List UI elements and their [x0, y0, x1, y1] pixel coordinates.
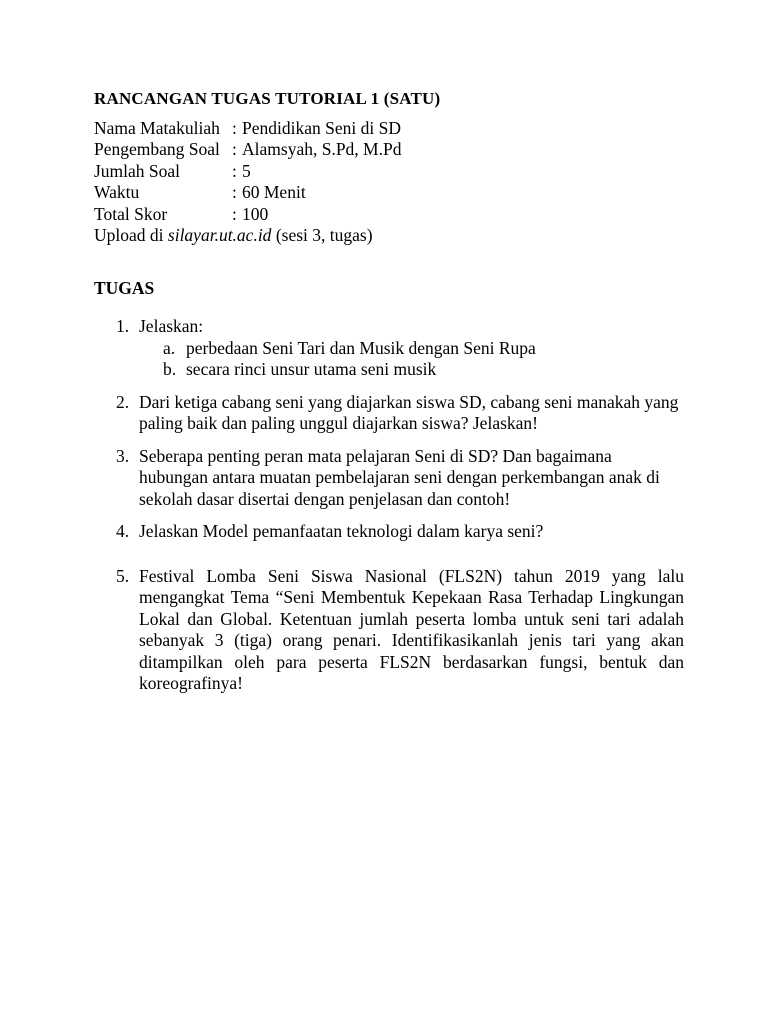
meta-row-question-count — [94, 161, 684, 183]
meta-value: 100 — [242, 203, 269, 224]
document-page — [94, 88, 684, 706]
sub-question-letter: b. — [163, 359, 177, 379]
meta-value: 60 Menit — [242, 182, 306, 202]
document-title: RANCANGAN TUGAS TUTORIAL 1 (SATU) — [94, 89, 441, 108]
question-number: 4. — [116, 521, 130, 541]
question-item — [94, 521, 684, 543]
question-number: 5. — [116, 565, 130, 586]
meta-row-total-score — [94, 204, 684, 226]
sub-question-text: perbedaan Seni Tari dan Musik dengan Seni Rupa — [186, 337, 536, 358]
meta-label: Jumlah Soal — [94, 160, 181, 181]
meta-separator: : — [232, 182, 237, 202]
meta-row-author — [94, 139, 684, 161]
sub-question-text: secara rinci unsur utama seni musik — [186, 359, 437, 379]
upload-prefix: Upload di — [94, 225, 168, 245]
question-text: Jelaskan Model pemanfaatan teknologi dalam karya seni? — [139, 521, 544, 541]
upload-instruction — [94, 225, 684, 247]
question-item — [94, 566, 684, 695]
upload-site: silayar.ut.ac.id — [167, 225, 272, 245]
sub-question-list — [139, 338, 684, 381]
question-list — [94, 316, 684, 695]
question-text: Jelaskan: — [139, 316, 204, 336]
meta-row-course — [94, 118, 684, 140]
meta-separator: : — [232, 203, 237, 224]
question-item — [94, 316, 684, 381]
question-number: 3. — [116, 445, 130, 466]
meta-block — [94, 118, 684, 247]
sub-question-item — [139, 338, 684, 360]
question-text: Festival Lomba Seni Siswa Nasional (FLS2N) tahun 2019 yang lalu mengangkat Tema “Seni Membentuk Kepekaan Rasa Terhadap Lingkungan Lokal dan Global. Ketentuan jumlah peserta lomba untuk seni tari adalah sebanyak 3 (tiga) orang penari. Identifikasikanlah jenis tari yang akan ditampilkan oleh para peserta FLS2N berdasarkan fungsi, bentuk dan koreografinya! — [139, 565, 684, 693]
meta-value: Alamsyah, S.Pd, M.Pd — [242, 139, 402, 159]
meta-separator: : — [232, 160, 237, 181]
question-text: Seberapa penting peran mata pelajaran Seni di SD? Dan bagaimana hubungan antara muatan pembelajaran seni dengan perkembangan anak di sekolah dasar disertai dengan penjelasan dan contoh! — [139, 445, 660, 509]
question-number: 2. — [116, 391, 130, 412]
meta-label: Total Skor — [94, 203, 168, 224]
question-item — [94, 392, 684, 435]
question-number: 1. — [116, 316, 130, 336]
question-item — [94, 446, 684, 511]
upload-suffix: (sesi 3, tugas) — [271, 225, 373, 245]
question-text: Dari ketiga cabang seni yang diajarkan siswa SD, cabang seni manakah yang paling baik dan paling unggul diajarkan siswa? Jelaskan! — [139, 391, 679, 433]
meta-label: Waktu — [94, 182, 140, 202]
section-heading: TUGAS — [94, 277, 155, 298]
meta-separator: : — [232, 117, 237, 138]
sub-question-item — [139, 359, 684, 381]
meta-row-duration — [94, 182, 684, 204]
meta-label: Nama Matakuliah — [94, 117, 220, 138]
meta-separator: : — [232, 139, 237, 159]
meta-value: Pendidikan Seni di SD — [242, 117, 401, 138]
meta-value: 5 — [242, 160, 251, 181]
sub-question-letter: a. — [163, 337, 176, 358]
meta-label: Pengembang Soal — [94, 139, 220, 159]
